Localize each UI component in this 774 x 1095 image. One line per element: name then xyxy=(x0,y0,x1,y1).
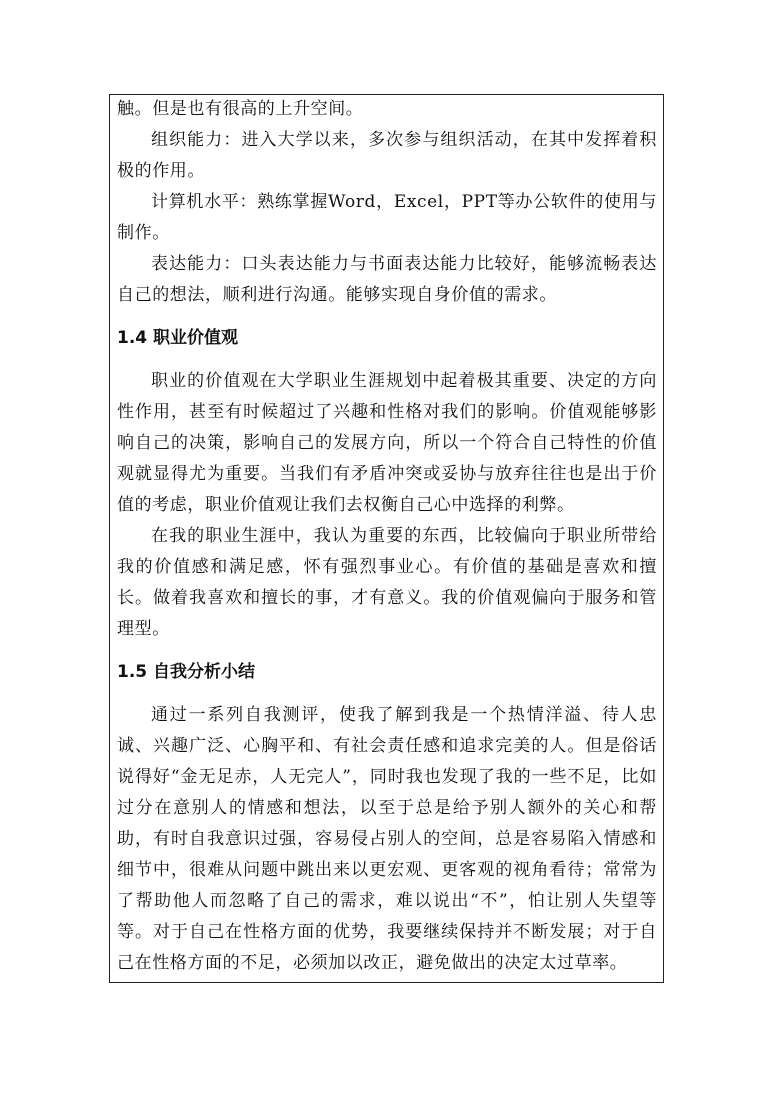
document-body xyxy=(117,94,657,979)
expression-ability-paragraph: 表达能力：口头表达能力与书面表达能力比较好，能够流畅表达自己的想法，顺利进行沟通。能够实现自身价值的需求。 xyxy=(117,254,657,305)
organization-ability-paragraph: 组织能力：进入大学以来，多次参与组织活动，在其中发挥着积极的作用。 xyxy=(117,130,657,181)
section-heading-1-4: 1.4 职业价值观 xyxy=(117,328,239,348)
continuation-text: 触。但是也有很高的上升空间。 xyxy=(117,99,364,119)
summary-paragraph: 通过一系列自我测评，使我了解到我是一个热情洋溢、待人忠诚、兴趣广泛、心胸平和、有社会责任感和追求完美的人。但是俗话说得好“金无足赤，人无完人”，同时我也发现了我的一些不足，比如过分在意别人的情感和想法，以至于总是给予别人额外的关心和帮助，有时自我意识过强，容易侵占别人的空间，总是容易陷入情感和细节中，很难从问题中跳出来以更宏观、更客观的视角看待；常常为了帮助他人而忽略了自己的需求，难以说出“不”，怕让别人失望等等。对于自己在性格方面的优势，我要继续保持并不断发展；对于自己在性格方面的不足，必须加以改正，避免做出的决定太过草率。 xyxy=(117,705,657,973)
values-paragraph: 职业的价值观在大学职业生涯规划中起着极其重要、决定的方向性作用，甚至有时候超过了兴趣和性格对我们的影响。价值观能够影响自己的决策，影响自己的发展方向，所以一个符合自己特性的价值观就显得尤为重要。当我们有矛盾冲突或妥协与放弃往往也是出于价值的考虑，职业价值观让我们去权衡自己心中选择的利弊。 xyxy=(117,371,657,515)
values-paragraph: 在我的职业生涯中，我认为重要的东西，比较偏向于职业所带给我的价值感和满足感，怀有强烈事业心。有价值的基础是喜欢和擅长。做着我喜欢和擅长的事，才有意义。我的价值观偏向于服务和管理型。 xyxy=(117,526,657,639)
computer-skill-paragraph: 计算机水平：熟练掌握Word，Excel，PPT等办公软件的使用与制作。 xyxy=(117,192,657,243)
section-heading-1-5: 1.5 自我分析小结 xyxy=(117,662,256,682)
